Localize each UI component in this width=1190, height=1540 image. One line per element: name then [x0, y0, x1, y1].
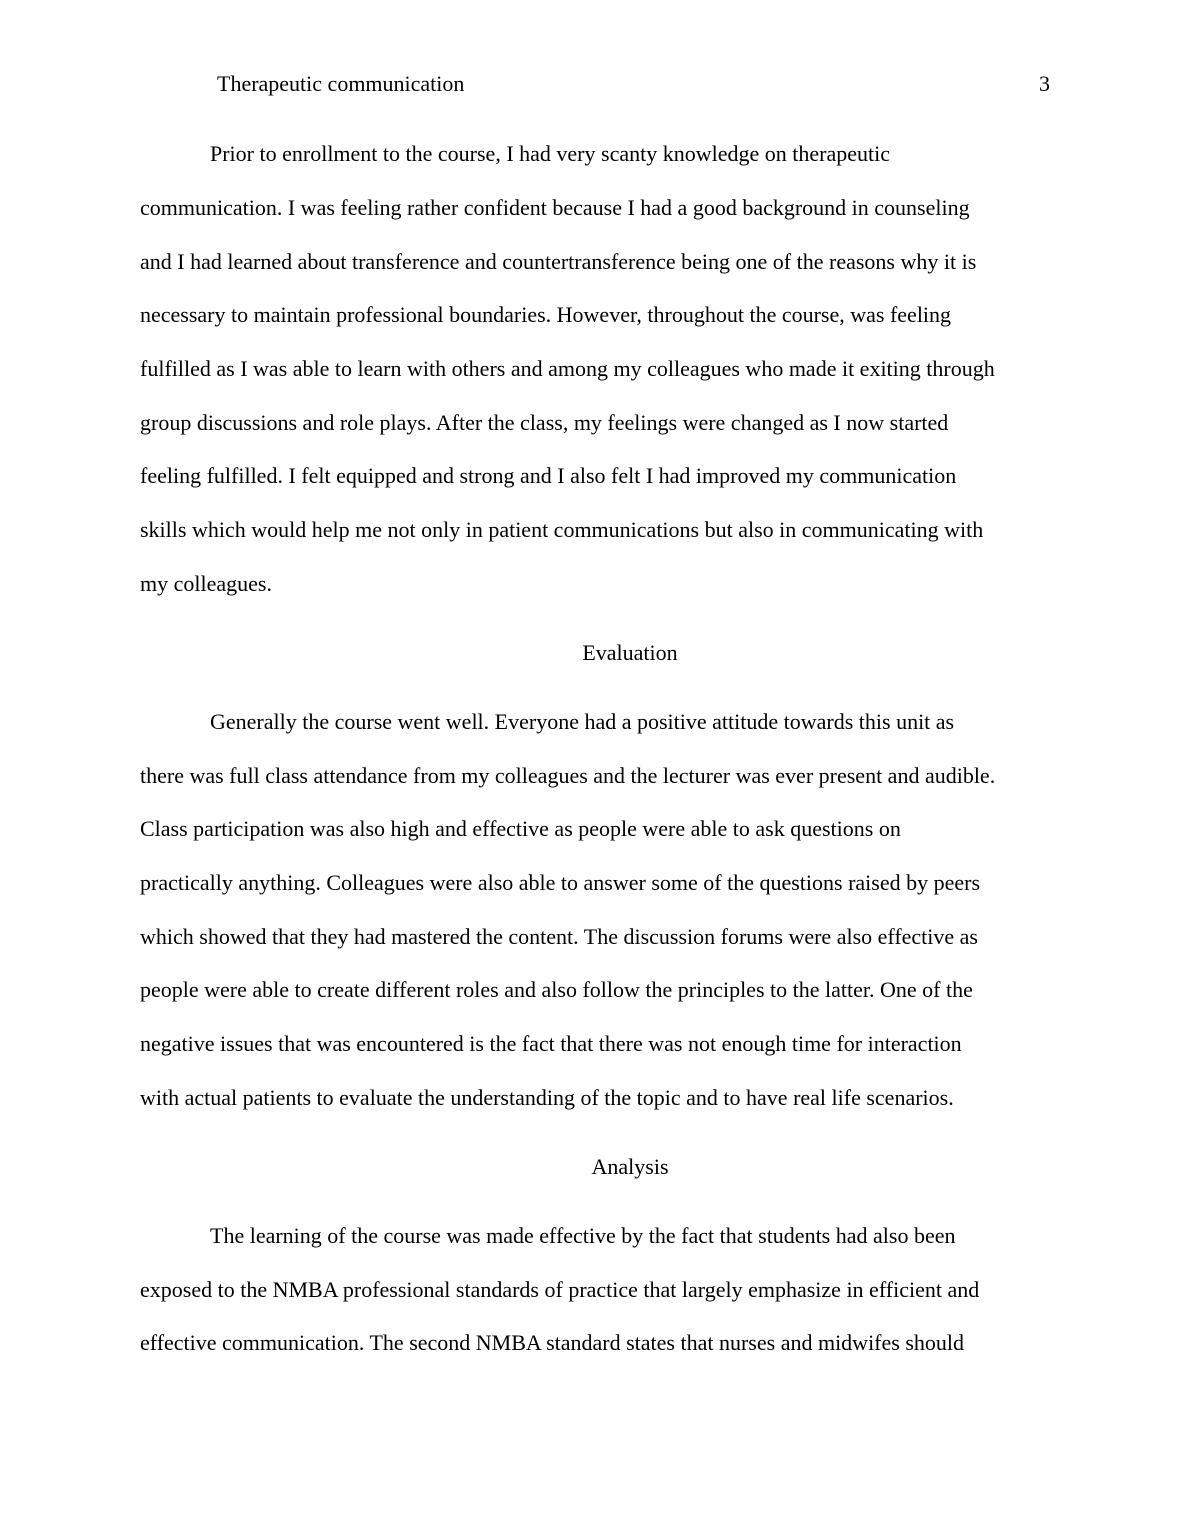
paragraph-line: necessary to maintain professional boundaries. However, throughout the course, was feeling — [140, 302, 952, 327]
section-heading-analysis: Analysis — [591, 1154, 669, 1179]
paragraph-line: group discussions and role plays. After the class, my feelings were changed as I now started — [140, 410, 949, 435]
paragraph-line: there was full class attendance from my colleagues and the lecturer was ever present and audible. — [140, 763, 996, 788]
paragraph-line: Class participation was also high and effective as people were able to ask questions on — [140, 816, 901, 841]
paragraph-line: skills which would help me not only in patient communications but also in communicating with — [140, 517, 984, 542]
running-head: Therapeutic communication — [217, 71, 465, 96]
section-heading-evaluation: Evaluation — [582, 640, 678, 665]
paragraph-line: effective communication. The second NMBA standard states that nurses and midwifes should — [140, 1330, 965, 1355]
paragraph-line: and I had learned about transference and countertransference being one of the reasons why it is — [140, 249, 977, 274]
paragraph-line: Prior to enrollment to the course, I had very scanty knowledge on therapeutic — [210, 141, 890, 166]
paragraph-line: practically anything. Colleagues were also able to answer some of the questions raised by peers — [140, 870, 981, 895]
page-number: 3 — [1039, 71, 1050, 96]
paragraph-line: with actual patients to evaluate the understanding of the topic and to have real life scenarios. — [140, 1085, 954, 1110]
paragraph-line: Generally the course went well. Everyone had a positive attitude towards this unit as — [210, 709, 955, 734]
paragraph-line: feeling fulfilled. I felt equipped and strong and I also felt I had improved my communication — [140, 463, 957, 488]
paragraph-line: fulfilled as I was able to learn with others and among my colleagues who made it exiting through — [140, 356, 995, 381]
paragraph-line: communication. I was feeling rather confident because I had a good background in counseling — [140, 195, 970, 220]
paragraph-line: people were able to create different roles and also follow the principles to the latter. One of the — [140, 977, 973, 1002]
paragraph-line: which showed that they had mastered the content. The discussion forums were also effective as — [140, 924, 978, 949]
paragraph-line: exposed to the NMBA professional standards of practice that largely emphasize in efficient and — [140, 1277, 980, 1302]
paragraph-line: The learning of the course was made effective by the fact that students had also been — [210, 1223, 956, 1248]
paragraph-line: negative issues that was encountered is the fact that there was not enough time for interaction — [140, 1031, 962, 1056]
paragraph-line: my colleagues. — [140, 571, 272, 596]
